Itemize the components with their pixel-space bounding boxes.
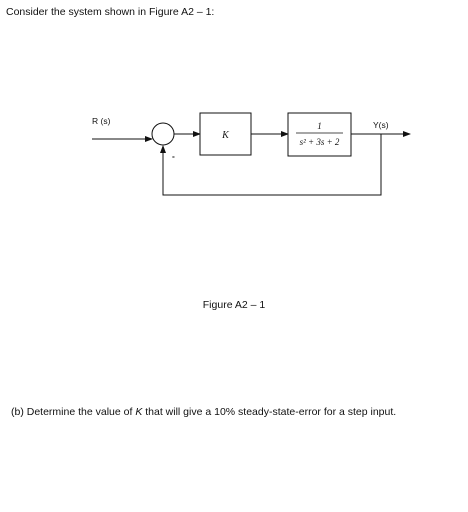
figure-caption: Figure A2 – 1 <box>202 299 266 311</box>
question-prefix: (b) Determine the value of <box>11 406 136 418</box>
input-label: R (s) <box>92 116 111 126</box>
gain-label: K <box>222 130 229 141</box>
question-text <box>11 406 396 418</box>
summing-junction <box>152 123 174 145</box>
question-variable: K <box>135 406 143 418</box>
output-label: Y(s) <box>373 120 389 130</box>
plant-denominator: s² + 3s + 2 <box>299 137 340 147</box>
plant-block <box>288 113 351 156</box>
question-suffix: that will give a 10% steady-state-error for a step input. <box>142 406 397 418</box>
intro-text: Consider the system shown in Figure A2 – 1: <box>6 6 215 18</box>
feedback-sign: - <box>172 151 175 161</box>
plant-numerator: 1 <box>317 121 322 131</box>
